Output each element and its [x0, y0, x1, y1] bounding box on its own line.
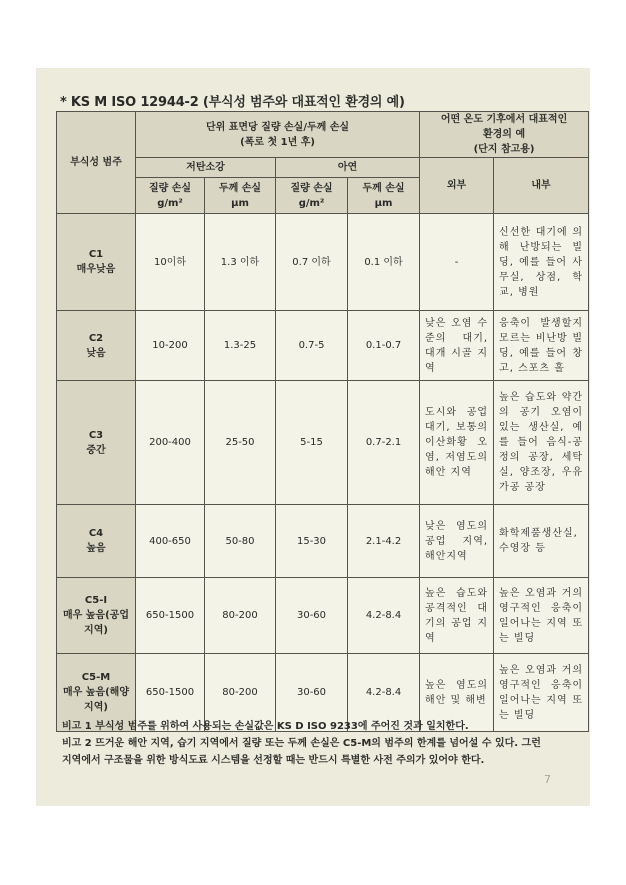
category-cell [57, 311, 136, 381]
interior-cell: 응축이 발생할지 모르는 비난방 빌딩, 예를 들어 창고, 스포츠 홀 [494, 311, 589, 381]
steel-mass-cell: 400-650 [136, 505, 205, 578]
steel-thickness-cell: 80-200 [205, 654, 276, 732]
table-row [57, 311, 589, 381]
exterior-cell: 높은 습도와 공격적인 대기의 공업 지역 [420, 578, 494, 654]
exterior-cell: 낮은 염도의 공업 지역, 해안지역 [420, 505, 494, 578]
table-row [57, 381, 589, 505]
zinc-thickness-cell: 4.2-8.4 [348, 578, 420, 654]
header-unit-label: 질량 손실 [290, 182, 333, 194]
header-zinc-mass-loss [276, 178, 348, 214]
steel-mass-cell: 10이하 [136, 214, 205, 311]
header-interior: 내부 [494, 158, 589, 214]
header-unit: g/m² [157, 197, 183, 209]
header-mass-loss-line2: (폭로 첫 1년 후) [240, 136, 315, 148]
category-cell [57, 505, 136, 578]
page-number: 7 [544, 773, 551, 786]
zinc-mass-cell: 30-60 [276, 654, 348, 732]
category-code: C1 [88, 249, 104, 260]
zinc-thickness-cell: 4.2-8.4 [348, 654, 420, 732]
zinc-thickness-cell: 0.1-0.7 [348, 311, 420, 381]
header-unit-label: 두께 손실 [218, 182, 262, 194]
steel-thickness-cell: 50-80 [205, 505, 276, 578]
category-cell [57, 214, 136, 311]
header-category: 부식성 범주 [57, 112, 136, 214]
header-unit-label: 두께 손실 [362, 182, 405, 194]
note-line: 지역에서 구조물을 위한 방식도료 시스템을 선정할 때는 반드시 특별한 사전 주의가 있어야 한다. [62, 755, 485, 766]
category-code: C2 [88, 332, 104, 344]
interior-cell: 화학제품생산실, 수영장 등 [494, 505, 589, 578]
category-name: 매우 높음(공업지역) [62, 610, 129, 636]
category-cell [57, 578, 136, 654]
header-steel-mass-loss [136, 178, 205, 214]
exterior-cell: 도시와 공업대기, 보통의 이산화황 오염, 저염도의 해안 지역 [420, 381, 494, 505]
zinc-thickness-cell: 0.1 이하 [348, 214, 420, 311]
table-notes [62, 718, 574, 769]
category-name: 매우 높음(해양 지역) [62, 687, 129, 713]
header-climate-line1: 어떤 온도 기후에서 대표적인 [440, 114, 568, 125]
header-unit: g/m² [298, 197, 325, 209]
steel-mass-cell: 200-400 [136, 381, 205, 505]
steel-thickness-cell: 80-200 [205, 578, 276, 654]
category-code: C5-I [84, 595, 108, 606]
header-mass-loss [136, 112, 420, 158]
note-line: 비고 2 뜨거운 해안 지역, 습기 지역에서 질량 또는 두께 손실은 C5-M의 범주의 한계를 넘어설 수 있다. 그런 [62, 738, 541, 749]
zinc-mass-cell: 30-60 [276, 578, 348, 654]
header-climate-line2: 환경의 예 [482, 129, 526, 140]
header-zinc: 아연 [276, 158, 420, 178]
interior-cell: 높은 오염과 거의 영구적인 응축이 일어나는 지역 또는 빌딩 [494, 654, 589, 732]
category-code: C5-M [81, 672, 111, 683]
note-line: 비고 1 부식성 범주를 위하여 사용되는 손실값은 KS D ISO 9233에 주어진 것과 일치한다. [62, 721, 469, 732]
category-name: 낮음 [86, 347, 106, 359]
interior-cell: 높은 습도와 약간의 공기 오염이 있는 생산실, 예를 들어 음식-공정의 공장, 세탁실, 양조장, 우유 가공 공장 [494, 381, 589, 505]
steel-mass-cell: 10-200 [136, 311, 205, 381]
exterior-cell: 낮은 오염 수준의 대기, 대개 시골 지역 [420, 311, 494, 381]
zinc-mass-cell: 5-15 [276, 381, 348, 505]
category-code: C3 [88, 429, 104, 441]
exterior-cell: 높은 염도의 해안 및 해변 [420, 654, 494, 732]
zinc-mass-cell: 0.7-5 [276, 311, 348, 381]
steel-thickness-cell: 1.3-25 [205, 311, 276, 381]
header-climate-line3: (단지 참고용) [473, 144, 535, 155]
steel-mass-cell: 650-1500 [136, 578, 205, 654]
table-row [57, 214, 589, 311]
table-row [57, 578, 589, 654]
steel-thickness-cell: 1.3 이하 [205, 214, 276, 311]
interior-cell: 신선한 대기에 의해 난방되는 빌딩, 예를 들어 사무실, 상점, 학교, 병원 [494, 214, 589, 311]
header-unit-label: 질량 손실 [148, 182, 192, 194]
zinc-mass-cell: 15-30 [276, 505, 348, 578]
steel-mass-cell: 650-1500 [136, 654, 205, 732]
header-low-carbon-steel: 저탄소강 [136, 158, 276, 178]
zinc-thickness-cell: 2.1-4.2 [348, 505, 420, 578]
category-name: 매우낮음 [76, 264, 116, 275]
document-title: * KS M ISO 12944-2 (부식성 범주와 대표적인 환경의 예) [60, 95, 405, 110]
category-cell [57, 381, 136, 505]
header-steel-thickness-loss [205, 178, 276, 214]
header-climate [420, 112, 589, 158]
category-name: 중간 [86, 444, 106, 456]
table-row [57, 505, 589, 578]
steel-thickness-cell: 25-50 [205, 381, 276, 505]
category-name: 높음 [86, 543, 106, 554]
corrosivity-table [56, 111, 589, 732]
header-zinc-thickness-loss [348, 178, 420, 214]
header-mass-loss-line1: 단위 표면당 질량 손실/두께 손실 [205, 121, 350, 133]
header-exterior: 외부 [420, 158, 494, 214]
interior-cell: 높은 오염과 거의 영구적인 응축이 일어나는 지역 또는 빌딩 [494, 578, 589, 654]
category-code: C4 [88, 528, 104, 539]
header-unit: μm [231, 197, 249, 209]
zinc-thickness-cell: 0.7-2.1 [348, 381, 420, 505]
zinc-mass-cell: 0.7 이하 [276, 214, 348, 311]
exterior-cell: - [420, 214, 494, 311]
header-unit: μm [374, 197, 393, 209]
